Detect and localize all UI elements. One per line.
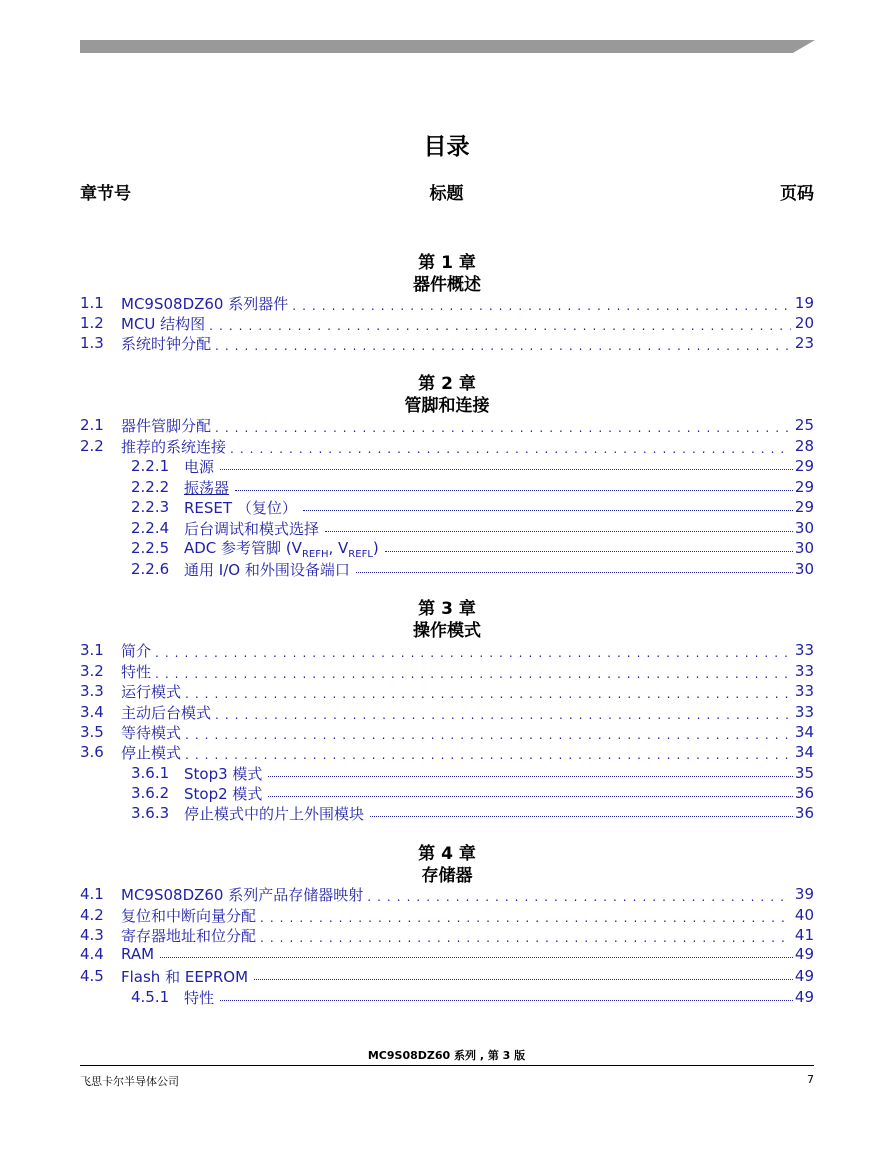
toc-entry-label: ADC 参考管脚 ($V_{REFH}$, $V_{REFL}$) <box>184 538 379 560</box>
toc-entry-3-2[interactable] <box>80 661 814 681</box>
toc-entry-1-2[interactable] <box>80 313 814 333</box>
chapter-2-label: 第 2 章 <box>418 374 476 394</box>
toc-entry-label: 振荡器 <box>184 478 230 497</box>
toc-entry-page: 33 <box>794 662 814 680</box>
toc-entry-4-5[interactable] <box>80 966 814 986</box>
toc-entry-2-2-5[interactable] <box>80 538 814 558</box>
toc-entry-page: 29 <box>794 498 814 516</box>
dot-leader <box>235 487 793 491</box>
toc-entry-3-6-2[interactable] <box>80 783 814 803</box>
column-header-chapter: 章节号 <box>80 184 131 204</box>
dot-leader <box>292 296 791 311</box>
toc-entry-2-2-6[interactable] <box>80 559 814 579</box>
toc-entry-page: 25 <box>794 416 814 434</box>
toc-entry-page: 33 <box>794 703 814 721</box>
toc-entry-label: 简介 <box>121 641 152 660</box>
toc-entry-label: 器件管脚分配 <box>121 416 212 435</box>
toc-entry-page: 34 <box>794 743 814 761</box>
toc-entry-4-4[interactable] <box>80 944 814 964</box>
toc-entry-1-1[interactable] <box>80 293 814 313</box>
column-header-page: 页码 <box>780 184 814 204</box>
dot-leader <box>185 725 791 740</box>
toc-entry-page: 36 <box>794 784 814 802</box>
footer-company-name: 飞思卡尔半导体公司 <box>80 1075 179 1088</box>
toc-entry-page: 29 <box>794 478 814 496</box>
toc-entry-label: 特性 <box>121 662 152 681</box>
toc-entry-label: RESET （复位） <box>184 498 297 517</box>
dot-leader <box>367 887 791 902</box>
toc-entry-number: 1.1 <box>80 294 104 312</box>
toc-entry-number: 3.1 <box>80 641 104 659</box>
toc-entry-2-2-2[interactable] <box>80 477 814 497</box>
dot-leader <box>254 976 793 980</box>
toc-entry-label: MC9S08DZ60 系列产品存储器映射 <box>121 885 364 904</box>
toc-entry-label: 特性 <box>184 988 215 1007</box>
header-decorative-bar <box>80 40 815 53</box>
toc-entry-page: 36 <box>794 804 814 822</box>
toc-entry-4-3[interactable] <box>80 925 814 945</box>
toc-entry-2-1[interactable] <box>80 415 814 435</box>
toc-entry-1-3[interactable] <box>80 333 814 353</box>
chapter-2-title: 管脚和连接 <box>404 396 490 416</box>
toc-entry-page: 49 <box>794 988 814 1006</box>
toc-entry-page: 35 <box>794 764 814 782</box>
toc-entry-label: 系统时钟分配 <box>121 334 212 353</box>
toc-entry-page: 20 <box>794 314 814 332</box>
toc-entry-number: 3.5 <box>80 723 104 741</box>
dot-leader <box>215 705 791 720</box>
toc-entry-label: MC9S08DZ60 系列器件 <box>121 294 289 313</box>
dot-leader <box>385 548 793 552</box>
toc-entry-number: 2.2 <box>80 437 104 455</box>
toc-entry-page: 28 <box>794 437 814 455</box>
toc-entry-label: 等待模式 <box>121 723 182 742</box>
toc-entry-label: MCU 结构图 <box>121 314 206 333</box>
footer-divider <box>80 1065 814 1066</box>
toc-entry-4-1[interactable] <box>80 884 814 904</box>
toc-entry-page: 29 <box>794 457 814 475</box>
toc-entry-number: 4.3 <box>80 926 104 944</box>
toc-entry-label: 运行模式 <box>121 682 182 701</box>
toc-entry-label: RAM <box>121 945 155 963</box>
dot-leader <box>185 684 791 699</box>
toc-entry-number: 3.6.1 <box>131 764 170 782</box>
toc-entry-label: 电源 <box>184 457 215 476</box>
dot-leader <box>268 773 792 777</box>
dot-leader <box>209 316 791 331</box>
toc-entry-page: 30 <box>794 519 814 537</box>
toc-entry-number: 3.4 <box>80 703 104 721</box>
toc-entry-label: 后台调试和模式选择 <box>184 519 320 538</box>
dot-leader <box>185 745 791 760</box>
dot-leader <box>155 643 791 658</box>
dot-leader <box>260 908 791 923</box>
dot-leader <box>356 569 793 573</box>
toc-entry-page: 49 <box>794 967 814 985</box>
toc-entry-number: 4.2 <box>80 906 104 924</box>
toc-entry-3-3[interactable] <box>80 681 814 701</box>
toc-entry-2-2-4[interactable] <box>80 518 814 538</box>
toc-entry-label: 主动后台模式 <box>121 703 212 722</box>
chapter-3-title: 操作模式 <box>413 621 481 641</box>
toc-entry-page: 39 <box>794 885 814 903</box>
toc-entry-number: 4.5.1 <box>131 988 170 1006</box>
toc-entry-number: 2.2.5 <box>131 539 170 557</box>
toc-entry-page: 23 <box>794 334 814 352</box>
toc-entry-4-5-1[interactable] <box>80 987 814 1007</box>
toc-entry-3-5[interactable] <box>80 722 814 742</box>
chapter-4-title: 存储器 <box>421 866 473 886</box>
footer-series-title: MC9S08DZ60 系列 , 第 3 版 <box>367 1049 526 1062</box>
toc-entry-number: 1.2 <box>80 314 104 332</box>
toc-entry-number: 1.3 <box>80 334 104 352</box>
toc-entry-label: 停止模式中的片上外围模块 <box>184 804 365 823</box>
dot-leader <box>215 336 791 351</box>
toc-entry-number: 2.2.2 <box>131 478 170 496</box>
toc-entry-number: 3.6.3 <box>131 804 170 822</box>
toc-entry-label: 通用 I/O 和外围设备端口 <box>184 560 350 579</box>
toc-entry-label: Stop2 模式 <box>184 784 263 803</box>
toc-entry-2-2-3[interactable] <box>80 497 814 517</box>
toc-entry-number: 2.2.6 <box>131 560 170 578</box>
toc-entry-3-4[interactable] <box>80 702 814 722</box>
toc-entry-4-2[interactable] <box>80 905 814 925</box>
toc-entry-label: 寄存器地址和位分配 <box>121 926 257 945</box>
dot-leader <box>220 997 793 1001</box>
toc-entry-number: 2.2.4 <box>131 519 170 537</box>
chapter-1-label: 第 1 章 <box>418 253 476 273</box>
toc-entry-label: 停止模式 <box>121 743 182 762</box>
dot-leader <box>325 528 793 532</box>
toc-entry-page: 49 <box>794 945 814 963</box>
toc-entry-2-2[interactable] <box>80 436 814 456</box>
dot-leader <box>155 664 791 679</box>
toc-entry-page: 33 <box>794 682 814 700</box>
dot-leader <box>215 418 791 433</box>
dot-leader <box>268 793 792 797</box>
column-header-title: 标题 <box>429 184 464 204</box>
dot-leader <box>370 813 793 817</box>
toc-entry-page: 34 <box>794 723 814 741</box>
toc-entry-number: 3.3 <box>80 682 104 700</box>
footer-page-number: 7 <box>807 1073 814 1086</box>
dot-leader <box>303 507 793 511</box>
toc-entry-label: 推荐的系统连接 <box>121 437 227 456</box>
page-title: 目录 <box>423 134 470 160</box>
toc-entry-number: 2.1 <box>80 416 104 434</box>
toc-entry-number: 4.4 <box>80 945 104 963</box>
dot-leader <box>260 928 791 943</box>
toc-entry-label: Flash 和 EEPROM <box>121 967 249 986</box>
toc-entry-number: 2.2.3 <box>131 498 170 516</box>
toc-entry-label: Stop3 模式 <box>184 764 263 783</box>
toc-entry-number: 3.6.2 <box>131 784 170 802</box>
chapter-4-label: 第 4 章 <box>418 844 476 864</box>
toc-entry-number: 3.2 <box>80 662 104 680</box>
toc-entry-page: 41 <box>794 926 814 944</box>
toc-entry-number: 4.5 <box>80 967 104 985</box>
dot-leader <box>220 466 793 470</box>
dot-leader <box>160 954 793 958</box>
toc-entry-label: 复位和中断向量分配 <box>121 906 257 925</box>
toc-entry-3-1[interactable] <box>80 640 814 660</box>
dot-leader <box>230 439 791 454</box>
chapter-1-title: 器件概述 <box>413 275 481 295</box>
toc-entry-number: 3.6 <box>80 743 104 761</box>
toc-entry-number: 2.2.1 <box>131 457 170 475</box>
chapter-3-label: 第 3 章 <box>418 599 476 619</box>
toc-entry-page: 30 <box>794 539 814 557</box>
toc-entry-3-6-3[interactable] <box>80 803 814 823</box>
toc-entry-3-6-1[interactable] <box>80 763 814 783</box>
toc-entry-2-2-1[interactable] <box>80 456 814 476</box>
toc-entry-page: 40 <box>794 906 814 924</box>
toc-entry-page: 19 <box>794 294 814 312</box>
toc-entry-3-6[interactable] <box>80 742 814 762</box>
toc-entry-page: 33 <box>794 641 814 659</box>
toc-entry-number: 4.1 <box>80 885 104 903</box>
toc-entry-page: 30 <box>794 560 814 578</box>
